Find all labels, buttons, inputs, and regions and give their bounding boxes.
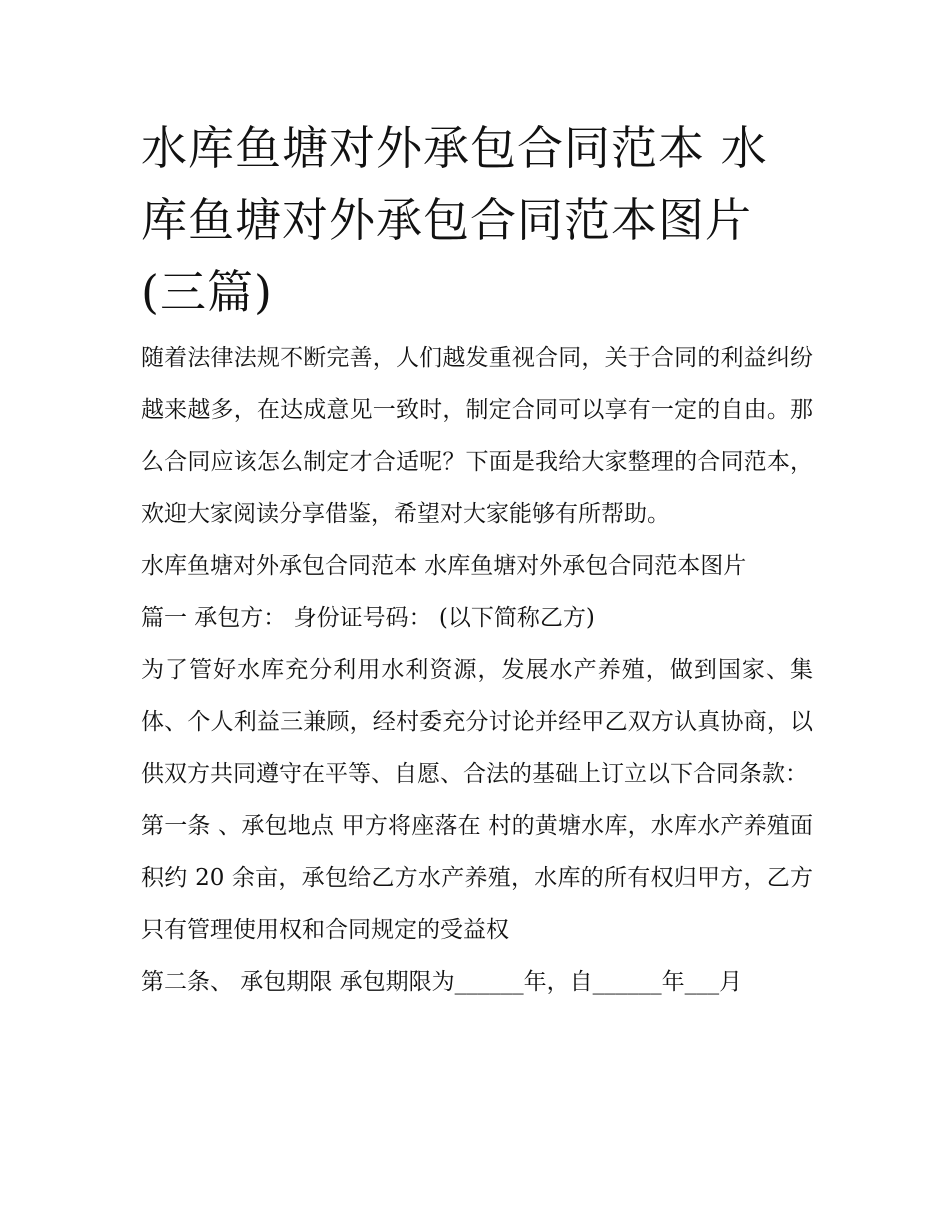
- contract-heading: 水库鱼塘对外承包合同范本 水库鱼塘对外承包合同范本图片: [141, 553, 747, 579]
- article-one-paragraph: 第一条 、承包地点 甲方将座落在 村的黄塘水库，水库水产养殖面积约 20 余亩，承包给乙方水产养殖，水库的所有权归甲方，乙方只有管理使用权和合同规定的受益权: [141, 813, 813, 943]
- contractor-line: 篇一 承包方： 身份证号码： (以下简称乙方): [141, 605, 595, 631]
- article-two-paragraph: 第二条、 承包期限 承包期限为______年，自______年___月: [141, 969, 743, 995]
- intro-paragraph: 随着法律法规不断完善，人们越发重视合同，关于合同的利益纠纷越来越多，在达成意见一致时，制定合同可以享有一定的自由。那么合同应该怎么制定才合适呢？下面是我给大家整理的合同范本，欢迎大家阅读分享借鉴，希望对大家能够有所帮助。: [141, 345, 813, 527]
- preamble-paragraph: 为了管好水库充分利用水利资源，发展水产养殖，做到国家、集体、个人利益三兼顾，经村委充分讨论并经甲乙双方认真协商，以供双方共同遵守在平等、自愿、合法的基础上订立以下合同条款：: [141, 657, 813, 787]
- document-body: [141, 112, 813, 1008]
- document-title: 水库鱼塘对外承包合同范本 水库鱼塘对外承包合同范本图片(三篇): [141, 121, 768, 319]
